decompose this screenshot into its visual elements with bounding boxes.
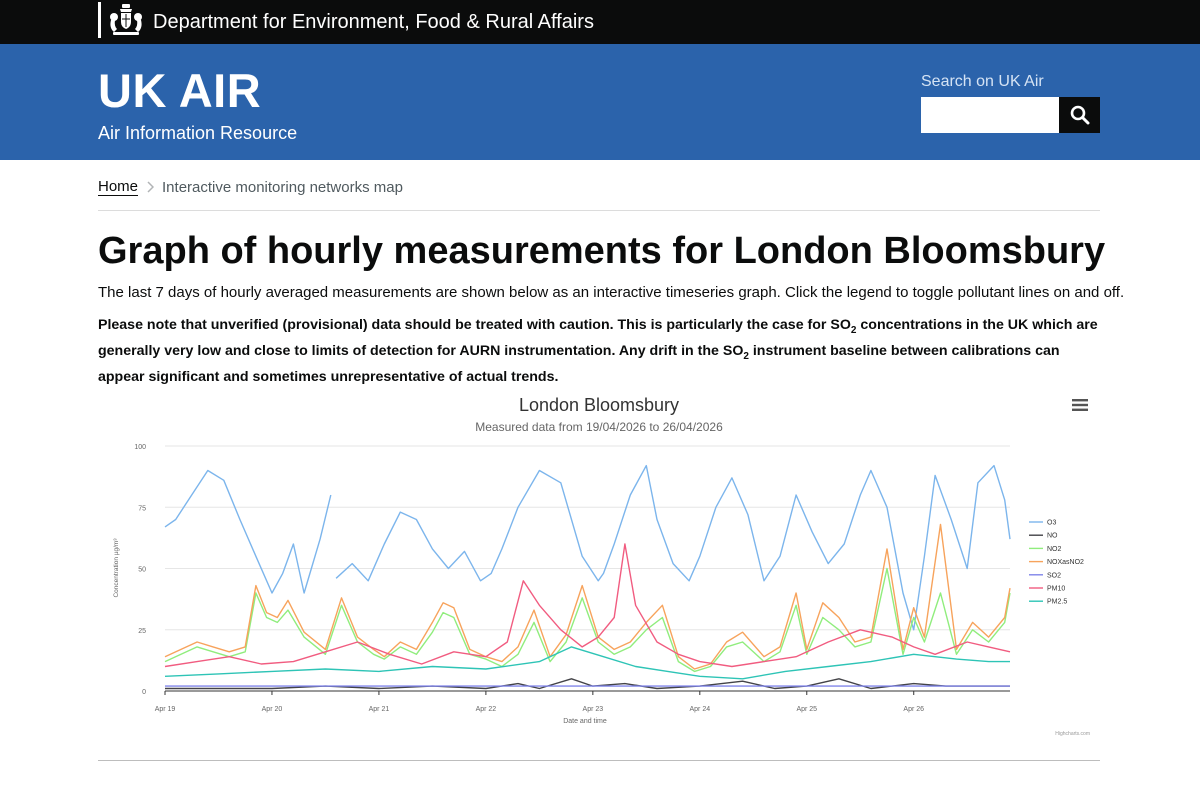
crest-container [98, 2, 145, 38]
series-line-o3 [336, 466, 1010, 630]
legend-item-noxasno2[interactable] [1029, 559, 1084, 566]
y-tick-label: 0 [142, 689, 146, 696]
legend-label: NOXasNO2 [1047, 559, 1084, 567]
x-tick-label: Apr 20 [261, 706, 283, 713]
legend-item-no[interactable] [1029, 533, 1058, 540]
chart-credits[interactable]: Highcharts.com [1055, 731, 1090, 737]
intro-text: The last 7 days of hourly averaged measurements are shown below as an interactive timeseries graph. Click the legend to toggle pollutant lines on and off. [98, 284, 1125, 301]
page-title: Graph of hourly measurements for London Bloomsbury [98, 230, 1106, 272]
royal-crest-icon [107, 2, 145, 38]
search-label: Search on UK Air [921, 73, 1044, 90]
x-tick-label: Apr 24 [689, 706, 711, 713]
y-tick-label: 50 [138, 566, 146, 574]
legend-item-so2[interactable] [1029, 572, 1061, 579]
legend-item-o3[interactable] [1029, 520, 1056, 527]
legend-label: O3 [1047, 519, 1057, 527]
divider [98, 760, 1100, 761]
y-tick-label: 75 [138, 505, 146, 513]
legend-label: NO2 [1047, 545, 1062, 553]
series-line-o3 [165, 471, 331, 594]
chart-ylabel: Concentration µg/m³ [113, 538, 120, 598]
x-tick-label: Apr 25 [796, 706, 818, 713]
legend-label: PM2.5 [1047, 598, 1068, 606]
legend-item-pm25[interactable] [1029, 599, 1067, 606]
chart-series-group [165, 466, 1010, 689]
timeseries-chart[interactable] [98, 388, 1100, 740]
search-icon [1070, 105, 1090, 125]
chart-subtitle: Measured data from 19/04/2026 to 26/04/2026 [475, 420, 723, 434]
y-tick-label: 100 [134, 444, 146, 451]
chart-xlabel: Date and time [563, 718, 607, 725]
site-subtitle: Air Information Resource [98, 123, 298, 143]
legend-label: PM10 [1047, 585, 1066, 593]
series-line-pm25 [165, 647, 1010, 679]
search-input[interactable] [921, 97, 1059, 133]
series-line-no [165, 679, 1010, 689]
series-line-pm10 [165, 544, 1010, 667]
chart-menu-icon[interactable] [1069, 396, 1091, 414]
note-subscript-1: 2 [850, 324, 857, 336]
department-name[interactable]: Department for Environment, Food & Rural Affairs [153, 11, 594, 33]
series-line-noxasno2 [165, 524, 1010, 669]
legend-label: SO2 [1047, 572, 1062, 580]
note-part-2: concentrations in the UK which are generally very low and close to limits of detection for AURN instrumentation. Any drift in the SO [98, 317, 1098, 359]
chevron-right-icon [147, 181, 154, 193]
legend-item-no2[interactable] [1029, 546, 1062, 553]
legend-item-pm10[interactable] [1029, 586, 1065, 593]
x-tick-label: Apr 21 [368, 706, 390, 713]
x-tick-label: Apr 19 [154, 706, 176, 713]
search-button[interactable] [1059, 97, 1100, 133]
chart-title: London Bloomsbury [518, 395, 680, 415]
note-part-1: Please note that unverified (provisional) data should be treated with caution. This is particularly the case for SO [98, 317, 851, 333]
site-title[interactable]: UK AIR [98, 64, 262, 117]
x-tick-label: Apr 26 [903, 706, 925, 713]
breadcrumb-home-link[interactable]: Home [98, 178, 139, 195]
chart-legend[interactable] [1029, 520, 1084, 606]
y-tick-label: 25 [138, 627, 146, 635]
breadcrumb [98, 178, 403, 196]
site-banner [0, 44, 1200, 160]
legend-label: NO [1047, 532, 1058, 540]
divider [98, 210, 1100, 211]
note-subscript-2: 2 [743, 350, 749, 362]
breadcrumb-current: Interactive monitoring networks map [162, 178, 403, 196]
note-part-3: instrument baseline between calibrations can appear significant and sometimes unrepresentative of actual trends. [98, 342, 1060, 385]
x-tick-label: Apr 22 [475, 706, 497, 713]
caution-note [98, 315, 1100, 388]
series-line-no2 [165, 569, 1010, 672]
x-tick-label: Apr 23 [582, 706, 604, 713]
top-bar [0, 0, 1200, 44]
